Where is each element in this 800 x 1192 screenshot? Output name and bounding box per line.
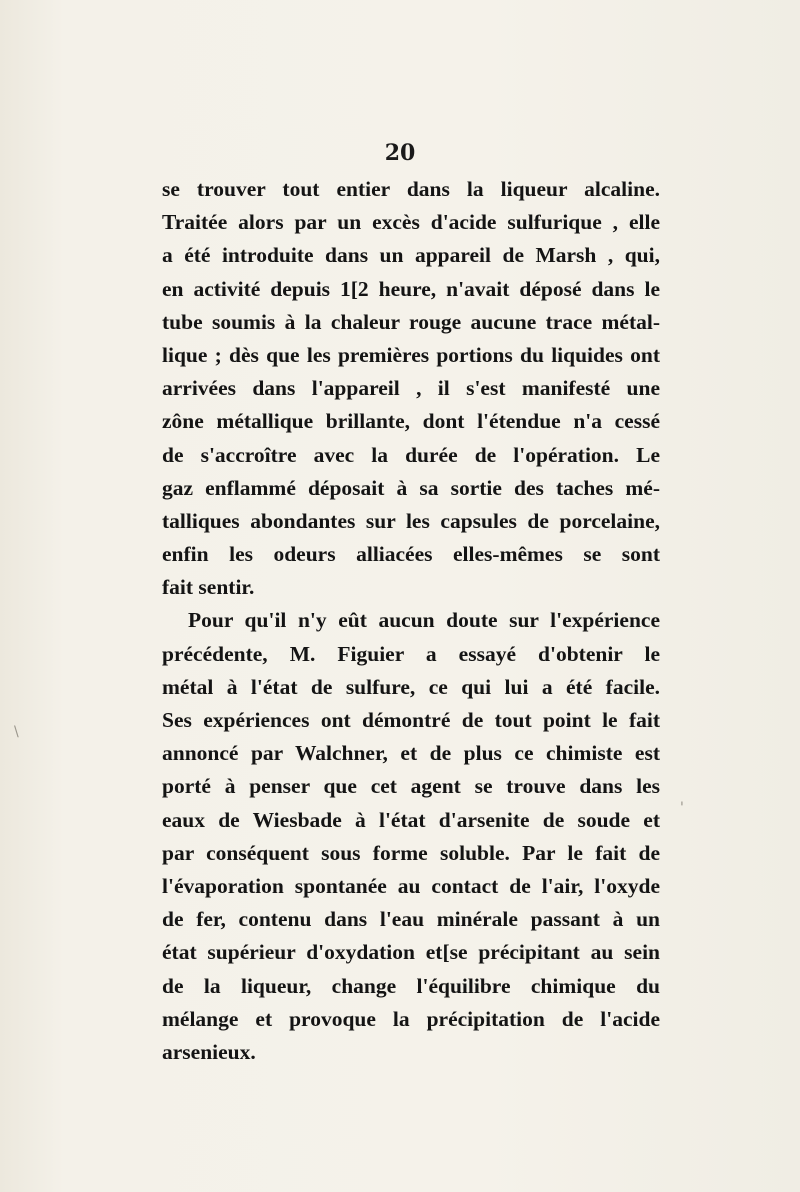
text-line: métal à l'état de sulfure, ce qui lui a été facile.: [162, 674, 660, 699]
text-line: annoncé par Walchner, et de plus ce chimiste est: [162, 741, 660, 766]
text-line: Traitée alors par un excès d'acide sulfurique , elle: [162, 210, 660, 235]
text-line: de fer, contenu dans l'eau minérale passant à un: [162, 907, 660, 932]
text-line: enfin les odeurs alliacées elles-mêmes se sont: [162, 542, 660, 567]
paper-speck: ': [680, 800, 684, 816]
text-line: a été introduite dans un appareil de Marsh , qui,: [162, 243, 660, 268]
text-line: arrivées dans l'appareil , il s'est manifesté une: [162, 376, 660, 401]
text-line: de s'accroître avec la durée de l'opération. Le: [162, 442, 660, 467]
text-line: Pour qu'il n'y eût aucun doute sur l'expérience: [188, 608, 660, 633]
text-line: arsenieux.: [162, 1039, 256, 1064]
text-line: l'évaporation spontanée au contact de l'air, l'oxyde: [162, 873, 660, 898]
text-line: eaux de Wiesbade à l'état d'arsenite de soude et: [162, 807, 660, 832]
text-line: par conséquent sous forme soluble. Par le fait de: [162, 840, 660, 865]
text-line: Ses expériences ont démontré de tout point le fait: [162, 708, 660, 732]
text-line: tube soumis à la chaleur rouge aucune trace métal-: [162, 309, 660, 334]
text-line: talliques abondantes sur les capsules de porcelaine,: [162, 508, 660, 533]
paragraph-2: [162, 604, 660, 1069]
text-line: se trouver tout entier dans la liqueur alcaline.: [162, 177, 660, 201]
text-line: état supérieur d'oxydation et[se précipitant au sein: [162, 940, 660, 965]
paragraph-1: [162, 173, 660, 604]
text-line: en activité depuis 1[2 heure, n'avait déposé dans le: [162, 276, 660, 301]
body-text: [162, 173, 660, 1069]
paper-speck: \: [14, 724, 19, 740]
text-line: fait sentir.: [162, 575, 255, 600]
text-line: de la liqueur, change l'équilibre chimique du: [162, 973, 660, 998]
page-number: 20: [384, 140, 416, 166]
text-line: précédente, M. Figuier a essayé d'obtenir le: [162, 641, 660, 666]
text-line: porté à penser que cet agent se trouve dans les: [162, 774, 660, 799]
text-line: zône métallique brillante, dont l'étendue n'a cessé: [162, 409, 660, 434]
text-line: gaz enflammé déposait à sa sortie des taches mé-: [162, 475, 660, 500]
text-line: mélange et provoque la précipitation de l'acide: [162, 1006, 660, 1031]
text-line: lique ; dès que les premières portions du liquides ont: [162, 342, 660, 367]
